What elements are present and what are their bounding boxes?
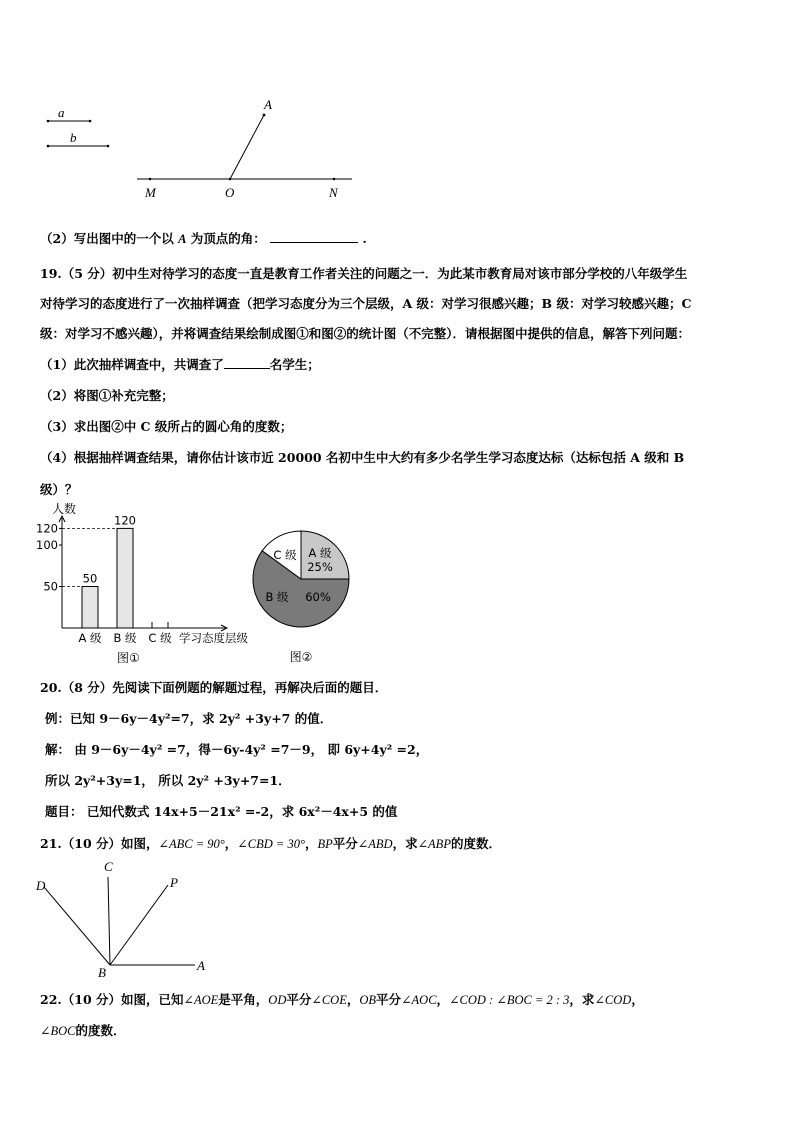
x-tick-label: B 级 bbox=[113, 631, 137, 645]
bar-chart bbox=[30, 500, 260, 670]
q20-line1: 20.（8 分）先阅读下面例题的解题过程，再解决后面的题目． bbox=[40, 680, 388, 695]
bar bbox=[82, 587, 98, 629]
figure-q21-angles bbox=[30, 855, 220, 980]
point-p-label: P bbox=[170, 875, 178, 890]
bar bbox=[117, 528, 133, 628]
chart-caption: 图① bbox=[117, 651, 140, 665]
ray-bp bbox=[110, 885, 168, 965]
data-label: 50 bbox=[82, 571, 98, 586]
q19-sub1: （1）此次抽样调查中，共调查了 名学生； bbox=[40, 357, 320, 372]
q19-sub4-line1: （4）根据抽样调查结果，请你估计该市近 20000 名初中生中大约有多少名学生学习态度达标（达标包括 A 级和 B bbox=[40, 450, 685, 465]
x-tick-label: C 级 bbox=[148, 631, 172, 645]
q20-line3: 解： 由 9－6y－4y² =7，得－6y-4y² =7－9， 即 6y+4y² =2， bbox=[45, 742, 429, 757]
slice-name-label: C 级 bbox=[273, 548, 297, 562]
q19-sub3: （3）求出图②中 C 级所占的圆心角的度数； bbox=[40, 419, 293, 434]
ray-bc bbox=[108, 877, 110, 965]
point-b-label: B bbox=[98, 965, 106, 980]
point-d-label: D bbox=[36, 878, 46, 893]
x-axis-label: 学习态度层级 bbox=[179, 631, 248, 645]
q20-line2: 例：已知 9－6y－4y²=7，求 2y² +3y+7 的值． bbox=[45, 711, 333, 726]
slice-percent-label: 25% bbox=[307, 560, 333, 574]
slice-name-label: B 级 bbox=[265, 590, 289, 604]
point-c-label: C bbox=[104, 859, 113, 874]
q21-text: 21.（10 分）如图，∠ABC = 90°，∠CBD = 30°，BP平分∠ABD，求∠ABP的度数． bbox=[40, 836, 501, 851]
q19-line3: 级：对学习不感兴趣），并将调查结果绘制成图①和图②的统计图（不完整）．请根据图中提供的信息，解答下列问题： bbox=[40, 326, 691, 341]
point-n-label: N bbox=[329, 185, 338, 200]
ray-oa bbox=[230, 115, 264, 179]
y-axis-label: 人数 bbox=[52, 502, 77, 516]
ray-bd bbox=[44, 887, 110, 965]
slice-name-label: A 级 bbox=[308, 546, 332, 560]
segment-b-label: b bbox=[70, 130, 77, 145]
answer-blank bbox=[224, 356, 270, 369]
q22-text: 22.（10 分）如图，已知∠AOE是平角，OD平分∠COE，OB平分∠AOC，∠COD : ∠BOC = 2 : 3，求∠COD， bbox=[40, 992, 644, 1007]
slice-percent-label: 60% bbox=[305, 590, 331, 604]
chart-caption: 图② bbox=[289, 650, 313, 664]
q20-line5: 题目： 已知代数式 14x+5－21x² =-2，求 6x²－4x+5 的值 bbox=[45, 804, 398, 819]
segment-a-label: a bbox=[58, 105, 65, 120]
q19-line2: 对待学习的态度进行了一次抽样调查（把学习态度分为三个层级，A 级：对学习很感兴趣；B 级：对学习较感兴趣；C bbox=[40, 296, 692, 311]
q19-sub4-line2: 级）？ bbox=[40, 482, 78, 497]
figure-segments-and-angle bbox=[40, 95, 370, 205]
y-tick-label: 50 bbox=[43, 579, 58, 594]
point-o-label: O bbox=[225, 185, 235, 200]
q22-line2: ∠BOC的度数． bbox=[40, 1023, 126, 1038]
q20-line4: 所以 2y²+3y=1， 所以 2y² +3y+7=1． bbox=[45, 773, 291, 788]
data-label: 120 bbox=[114, 513, 136, 528]
q19-sub2: （2）将图①补充完整； bbox=[40, 388, 174, 403]
point-a-label: A bbox=[197, 958, 205, 973]
y-tick-label: 100 bbox=[36, 538, 58, 552]
pie-chart bbox=[250, 527, 360, 667]
q18-part2: （2）写出图中的一个以 A 为顶点的角： . bbox=[40, 231, 367, 246]
y-tick-label: 120 bbox=[36, 521, 58, 536]
q19-line1: 19.（5 分）初中生对待学习的态度一直是教育工作者关注的问题之一．为此某市教育局对该市部分学校的八年级学生 bbox=[40, 266, 688, 281]
answer-blank bbox=[270, 230, 358, 243]
point-m-label: M bbox=[145, 185, 156, 200]
point-a-label: A bbox=[264, 97, 272, 112]
x-tick-label: A 级 bbox=[78, 631, 102, 645]
